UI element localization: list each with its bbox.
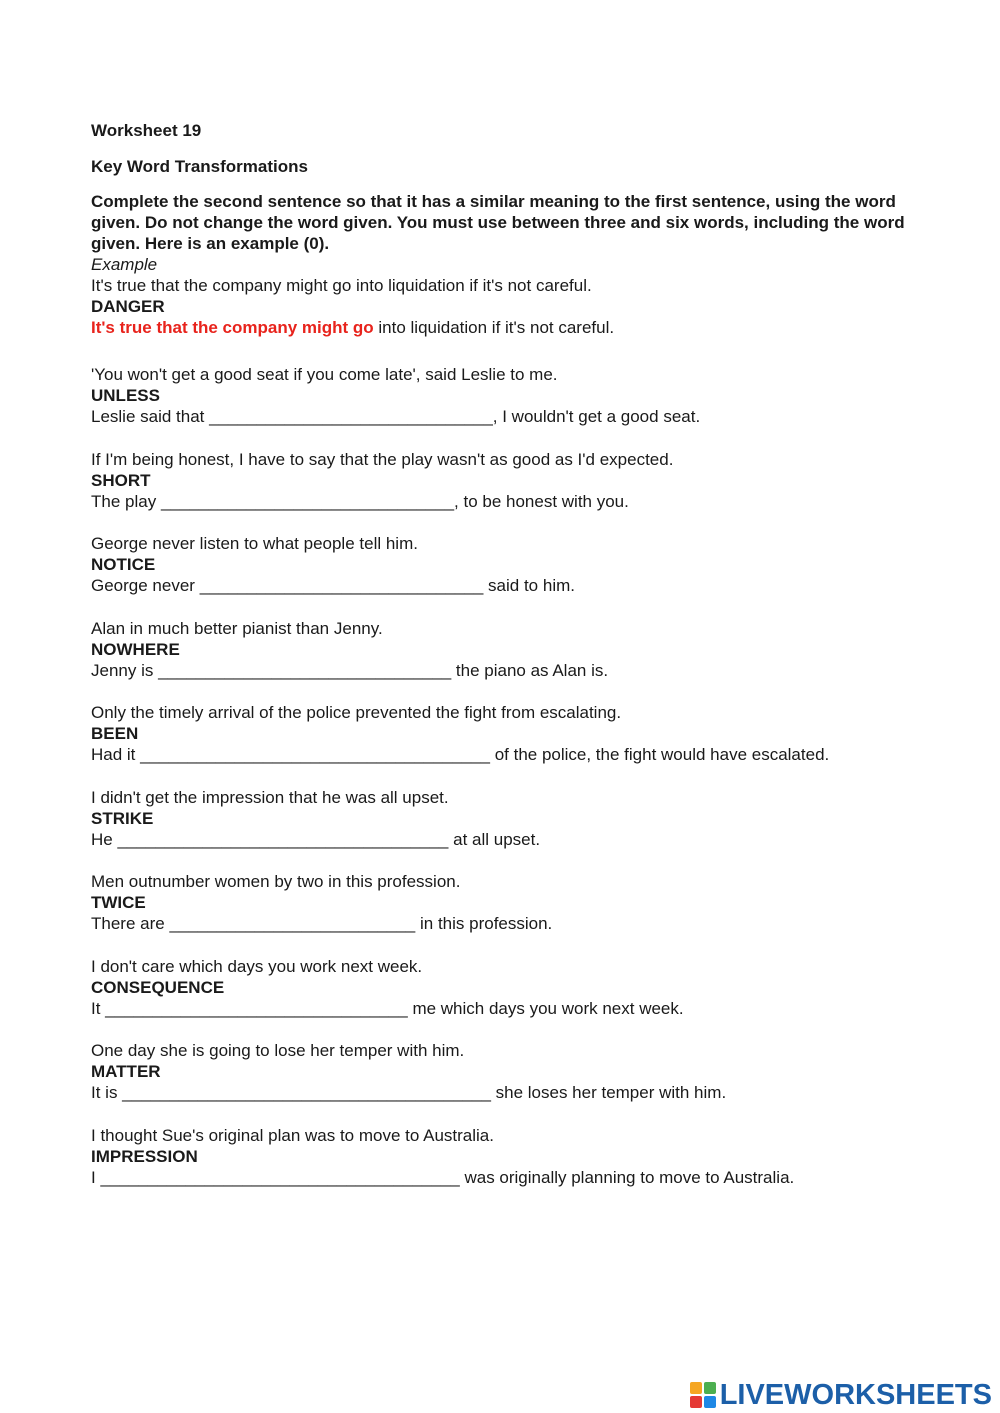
answer-suffix: , to be honest with you. (454, 491, 629, 511)
question-answer-line (91, 744, 921, 765)
logo-blocks-icon (690, 1382, 716, 1408)
question-keyword: IMPRESSION (91, 1146, 198, 1166)
question-sentence: 'You won't get a good seat if you come late', said Leslie to me. (91, 365, 558, 384)
question-item (91, 956, 921, 1019)
question-answer-line (91, 575, 921, 596)
question-keyword: SHORT (91, 470, 151, 490)
answer-blank[interactable]: __________________________ (169, 914, 416, 933)
question-sentence: George never listen to what people tell him. (91, 534, 418, 553)
answer-blank[interactable]: _______________________________ (160, 491, 455, 511)
question-sentence: I thought Sue's original plan was to move to Australia. (91, 1125, 494, 1145)
answer-suffix: in this profession. (415, 914, 553, 933)
question-keyword: MATTER (91, 1062, 161, 1081)
example-answer-rest: into liquidation if it's not careful. (373, 318, 615, 337)
question-sentence: If I'm being honest, I have to say that the play wasn't as good as I'd expected. (91, 449, 674, 469)
answer-prefix: George never (91, 576, 200, 595)
question-item (91, 1040, 921, 1103)
answer-blank[interactable]: _____________________________________ (140, 745, 490, 764)
question-keyword: UNLESS (91, 386, 160, 405)
answer-blank[interactable]: _______________________________ (158, 660, 452, 680)
question-answer-line (91, 1167, 921, 1188)
answer-suffix: of the police, the fight would have escalated. (489, 745, 830, 764)
answer-prefix: Had it (91, 745, 141, 764)
answer-prefix: It (91, 998, 106, 1018)
question-keyword: CONSEQUENCE (91, 977, 225, 997)
question-item (91, 533, 921, 596)
question-answer-line (91, 406, 921, 427)
logo-block (690, 1396, 702, 1408)
logo-block (704, 1396, 716, 1408)
question-sentence: Only the timely arrival of the police prevented the fight from escalating. (91, 703, 622, 722)
example-block (91, 254, 921, 338)
answer-prefix: He (91, 829, 118, 849)
answer-suffix: said to him. (483, 576, 575, 595)
question-answer-line (91, 660, 921, 681)
question-answer-line (91, 1082, 921, 1103)
liveworksheets-logo (690, 1378, 992, 1412)
answer-prefix: There are (91, 914, 170, 933)
question-sentence: Alan in much better pianist than Jenny. (91, 618, 383, 638)
instructions: Complete the second sentence so that it has a similar meaning to the first sentence, using the word given. Do not change the word given. You must use between three and six words, including the word given. Here is an example (0). (91, 192, 905, 253)
answer-prefix: Jenny is (91, 660, 159, 680)
answer-suffix: me which days you work next week. (407, 998, 684, 1018)
question-sentence: I don't care which days you work next week. (91, 956, 423, 976)
answer-prefix: The play (91, 491, 161, 511)
question-answer-line (91, 913, 921, 934)
question-sentence: I didn't get the impression that he was all upset. (91, 787, 449, 807)
answer-blank[interactable]: _______________________________________ (122, 1083, 491, 1102)
question-keyword: STRIKE (91, 808, 154, 828)
question-sentence: One day she is going to lose her temper with him. (91, 1041, 465, 1060)
question-keyword: TWICE (91, 893, 146, 912)
question-keyword: NOWHERE (91, 639, 180, 659)
question-list (91, 364, 921, 1188)
question-keyword: BEEN (91, 724, 139, 743)
example-answer (91, 317, 921, 338)
answer-suffix: was originally planning to move to Australia. (459, 1167, 795, 1187)
question-answer-line (91, 998, 921, 1019)
example-answer-highlight: It's true that the company might go (91, 318, 374, 337)
question-answer-line (91, 829, 921, 850)
logo-text: LIVEWORKSHEETS (719, 1378, 992, 1411)
answer-prefix: Leslie said that (91, 407, 210, 426)
worksheet-title: Worksheet 19 (91, 121, 202, 140)
answer-blank[interactable]: ______________________________ (199, 576, 484, 595)
question-item (91, 618, 921, 681)
worksheet (91, 121, 921, 1188)
question-answer-line (91, 491, 921, 512)
logo-block (704, 1382, 716, 1394)
question-item (91, 787, 921, 850)
answer-suffix: she loses her temper with him. (490, 1083, 727, 1102)
answer-suffix: at all upset. (448, 829, 541, 849)
example-keyword: DANGER (91, 297, 165, 316)
answer-suffix: the piano as Alan is. (451, 660, 609, 680)
answer-prefix: It is (91, 1083, 123, 1102)
question-item (91, 871, 921, 934)
example-sentence: It's true that the company might go into liquidation if it's not careful. (91, 276, 592, 295)
question-sentence: Men outnumber women by two in this profession. (91, 872, 461, 891)
answer-blank[interactable]: ______________________________________ (100, 1167, 460, 1187)
example-label: Example (91, 255, 158, 274)
logo-block (690, 1382, 702, 1394)
question-keyword: NOTICE (91, 555, 156, 574)
answer-blank[interactable]: ___________________________________ (117, 829, 449, 849)
answer-suffix: , I wouldn't get a good seat. (492, 407, 701, 426)
worksheet-subtitle: Key Word Transformations (91, 157, 308, 176)
question-item (91, 449, 921, 512)
question-item (91, 702, 921, 765)
answer-prefix: I (91, 1167, 101, 1187)
question-item (91, 364, 921, 427)
answer-blank[interactable]: ______________________________ (209, 407, 493, 426)
answer-blank[interactable]: ________________________________ (105, 998, 408, 1018)
question-item (91, 1125, 921, 1188)
